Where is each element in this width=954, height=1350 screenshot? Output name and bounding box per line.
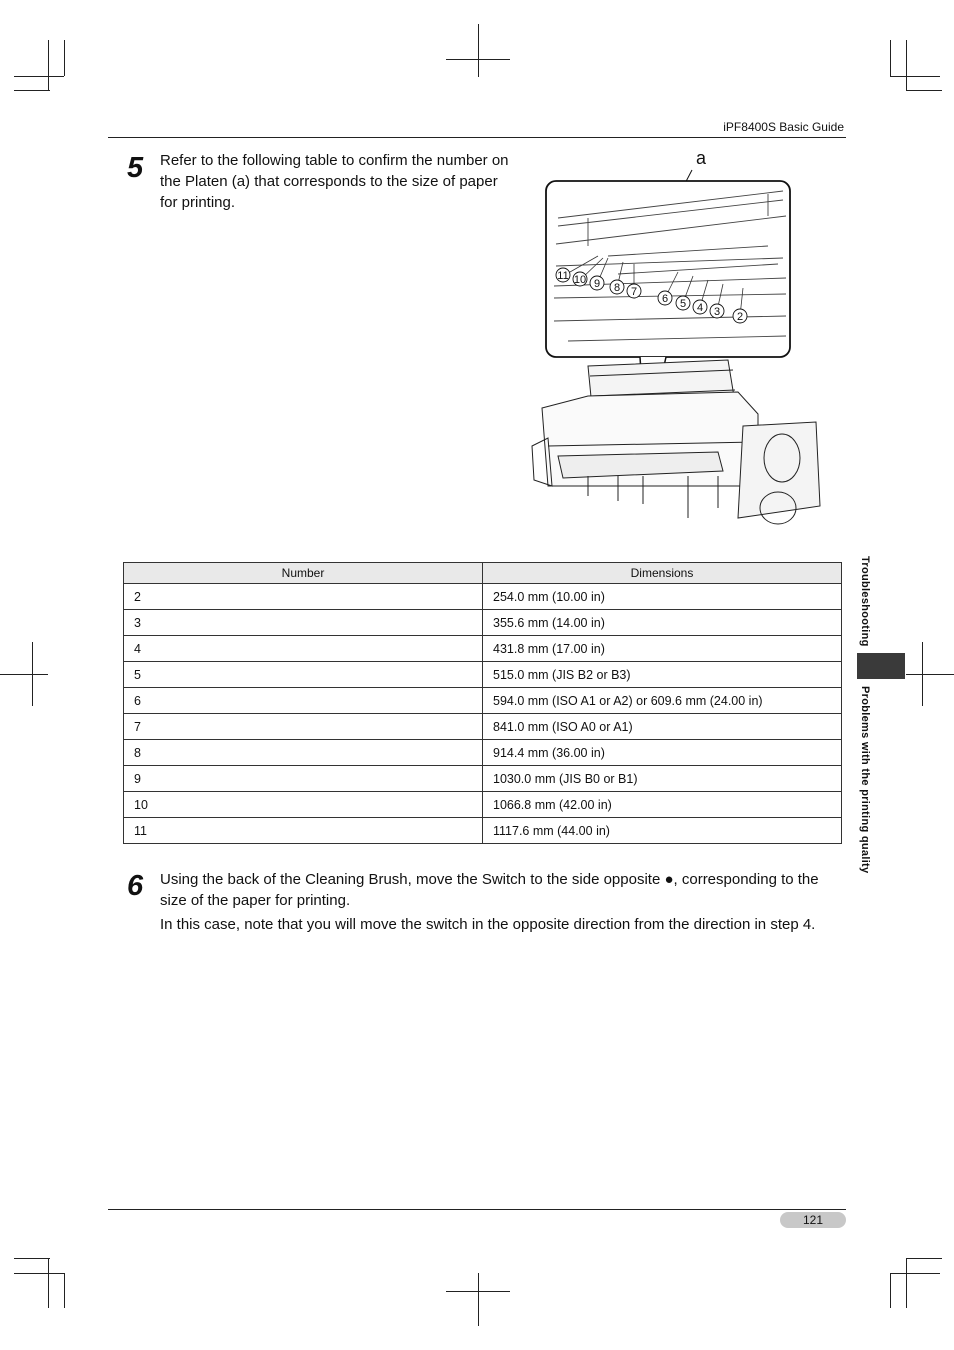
number-cell: 10 — [124, 792, 483, 818]
number-cell: 2 — [124, 584, 483, 610]
table-row — [124, 740, 842, 766]
svg-text:11: 11 — [557, 270, 569, 282]
dimensions-cell: 1117.6 mm (44.00 in) — [483, 818, 842, 844]
table-row — [124, 662, 842, 688]
number-cell: 4 — [124, 636, 483, 662]
svg-text:8: 8 — [613, 282, 621, 294]
dimensions-cell: 1066.8 mm (42.00 in) — [483, 792, 842, 818]
step-5-number: 5 — [127, 152, 144, 184]
svg-text:3: 3 — [713, 306, 721, 318]
table-row — [124, 584, 842, 610]
number-cell: 11 — [124, 818, 483, 844]
footer-rule — [108, 1209, 846, 1210]
number-cell: 3 — [124, 610, 483, 636]
step-6-text: Using the back of the Cleaning Brush, move the Switch to the side opposite ●, corresponding to the size of the paper for printing. — [160, 871, 819, 909]
table-row — [124, 818, 842, 844]
svg-text:4: 4 — [696, 302, 704, 314]
section-tab-label[interactable]: Troubleshooting — [859, 556, 871, 647]
svg-text:10: 10 — [573, 274, 587, 286]
table-row — [124, 766, 842, 792]
step-5-text: Refer to the following table to confirm the number on the Platen (a) that corresponds to the size of paper for printing. — [160, 152, 509, 211]
svg-text:6: 6 — [661, 293, 669, 305]
table-row — [124, 636, 842, 662]
number-cell: 5 — [124, 662, 483, 688]
number-cell: 6 — [124, 688, 483, 714]
platen-size-table — [123, 562, 842, 844]
printer-platen-illustration — [528, 146, 824, 540]
dimensions-cell: 841.0 mm (ISO A0 or A1) — [483, 714, 842, 740]
table-row — [124, 714, 842, 740]
number-cell: 7 — [124, 714, 483, 740]
header-rule — [108, 137, 846, 138]
svg-text:7: 7 — [630, 286, 638, 298]
step-6-note: In this case, note that you will move the switch in the opposite direction from the direction in step 4. — [160, 916, 816, 933]
page-number: 121 — [780, 1212, 846, 1228]
subsection-tab-label[interactable]: Problems with the printing quality — [859, 686, 871, 874]
table-header-row — [124, 563, 842, 584]
table-row — [124, 610, 842, 636]
callout-label-a: a — [696, 148, 707, 168]
table-row — [124, 792, 842, 818]
svg-text:5: 5 — [679, 298, 687, 310]
dimensions-cell: 594.0 mm (ISO A1 or A2) or 609.6 mm (24.00 in) — [483, 688, 842, 714]
dimensions-cell: 1030.0 mm (JIS B0 or B1) — [483, 766, 842, 792]
step-6-number: 6 — [127, 870, 144, 902]
column-header-dimensions: Dimensions — [483, 563, 842, 584]
section-tab-marker — [857, 653, 905, 679]
number-cell: 8 — [124, 740, 483, 766]
dimensions-cell: 431.8 mm (17.00 in) — [483, 636, 842, 662]
dimensions-cell: 515.0 mm (JIS B2 or B3) — [483, 662, 842, 688]
guide-title: iPF8400S Basic Guide — [723, 120, 844, 134]
number-cell: 9 — [124, 766, 483, 792]
column-header-number: Number — [124, 563, 483, 584]
dimensions-cell: 355.6 mm (14.00 in) — [483, 610, 842, 636]
dimensions-cell: 254.0 mm (10.00 in) — [483, 584, 842, 610]
svg-text:9: 9 — [593, 278, 601, 290]
table-row — [124, 688, 842, 714]
dimensions-cell: 914.4 mm (36.00 in) — [483, 740, 842, 766]
svg-text:2: 2 — [736, 311, 744, 323]
